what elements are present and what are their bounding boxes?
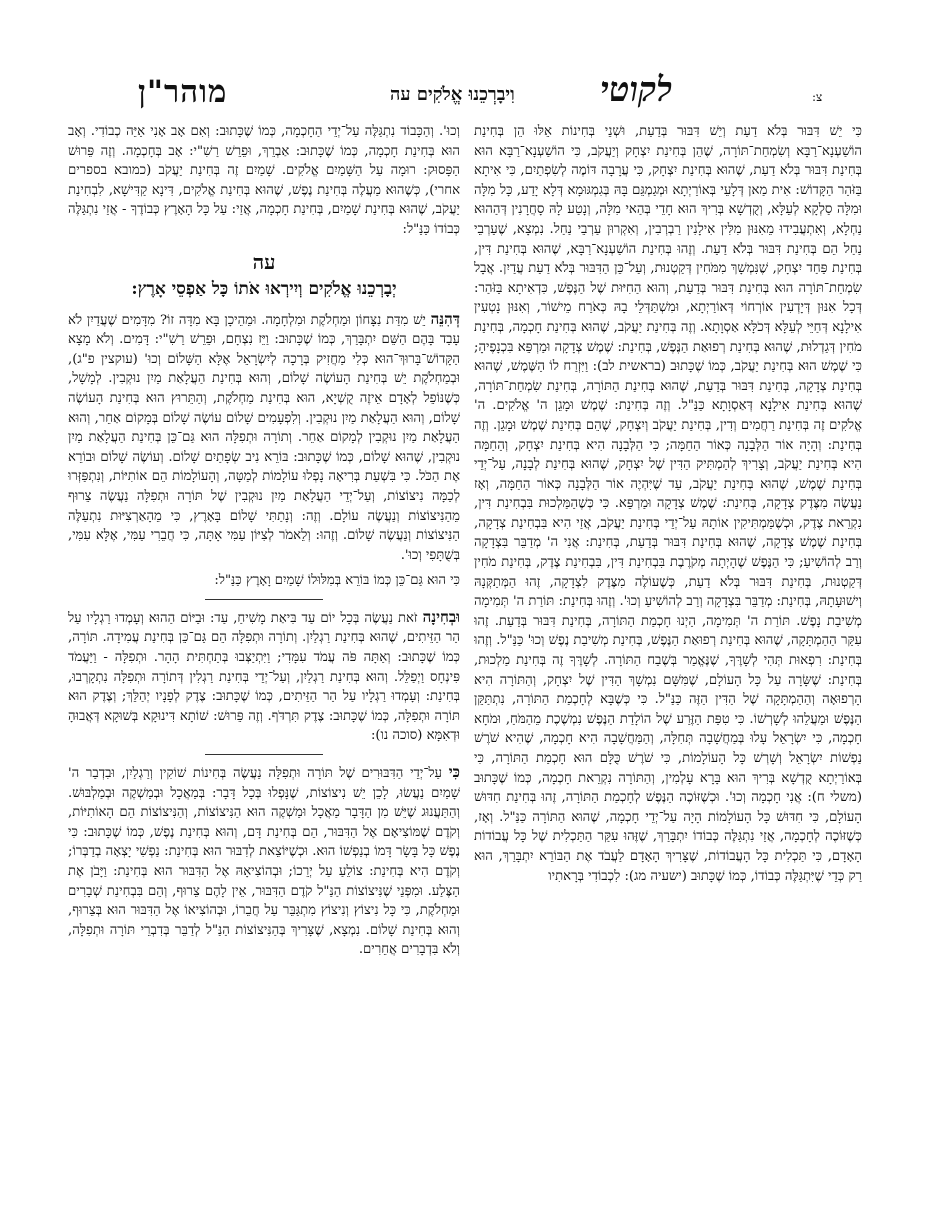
paragraph-lead-word: דְּהִנֵּה (430, 309, 460, 328)
body-paragraph: כִּי יֵשׁ דִּבּוּר בְּלֹא דַעַת וְיֵשׁ דִּבּוּר בְּדַעַת, וּשְׁנֵי בְּחִינוֹת אֵלּוּ הֵן בְּחִינַת הוֹשַׁעְנָא־רַבָּא וְשִׂמְחַת־תּוֹרָה, שֶׁהֵן בְּחִינַת יִצְחָק וְיַעֲקֹב, כִּי הוֹשַׁעְנָא־רַבָּא הוּא בְּחִינַת דִּבּוּר בְּלֹא דַעַת, שֶׁהוּא בְּחִינַת יִצְחָק, כִּי עֲרָבָה דּוֹמֶה לְשִׂפְתַיִם, כִּי אִיתָא בַּזֹּהַר הַקָּדוֹשׁ: אִית מַאן דְּלָעֵי בְּאוֹרַיְתָא וּמְגַמְגֵּם בָּהּ בְּגִמְגּוּמָא דְּלָא יָדַע, כָּל מִלָּה וּמִלָּה סַלְקָא לְעֵלָּא, וְקֻדְשָׁא בְּרִיךְ הוּא חָדֵי בְּהַאי מִלָּה, וְנָטַע לָהּ סָחֲרָנִין דְּהַהוּא נַחְלָא, וְאִתְעֲבִידוּ מֵאִנּוּן מִלִּין אִילָנִין רַבְרְבִין, וְאִקְרוּן עַרְבֵי נַחַל. נִמְצָא, שֶׁעַרְבֵי נַחַל הֵם בְּחִינַת דִּבּוּר בְּלֹא דַעַת. וְזֶהוּ בְּחִינַת הוֹשַׁעְנָא־רַבָּא, שֶׁהוּא בְּחִינַת דִּין, בְּחִינַת פַּחַד יִצְחָק, שֶׁנִּמְשָׁךְ מִמֹּחִין דְּקַטְנוּת, וְעַל־כֵּן הַדִּבּוּר בְּלֹא דַעַת עֲדַיִן. אֲבָל שִׂמְחַת־תּוֹרָה הוּא בְּחִינַת דִּבּוּר בְּדַעַת, וְהוּא הַחִיּוּת שֶׁל הַנֶּפֶשׁ, כִּדְאִיתָא בַּזֹּהַר: דְּכָל אִנּוּן דְּיָדְעִין אוֹרְחוֹי דְּאוֹרַיְתָא, וּמִשְׁתַּדְּלֵי בָהּ כְּאֹרַח מֵישׁוֹר, וְאִנּוּן נָטְעִין אִילָנָא דְּחַיֵּי לְעֵלָּא דְּכֹלָּא אַסְוָתָא. וְזֶה בְּחִינַת יַעֲקֹב, שֶׁהוּא בְּחִינַת חָכְמָה, בְּחִינַת מֹחִין דְּגַדְלוּת, שֶׁהוּא בְּחִינַת רְפוּאַת הַנֶּפֶשׁ, בְּחִינַת: שֶׁמֶשׁ צְדָקָה וּמַרְפֵּא בִּכְנָפֶיהָ; כִּי שֶׁמֶשׁ הוּא בְּחִינַת יַעֲקֹב, כְּמוֹ שֶׁכָּתוּב (בראשית לב): וַיִּזְרַח לוֹ הַשֶּׁמֶשׁ, שֶׁהוּא בְּחִינַת צְדָקָה, בְּחִינַת דִּבּוּר בְּדַעַת, שֶׁהוּא בְּחִינַת הַתּוֹרָה, בְּחִינַת שִׂמְחַת־תּוֹרָה, שֶׁהוּא בְּחִינַת אִילָנָא דְּאַסְוָתָא כַּנַּ"ל. וְזֶה בְּחִינַת: שֶׁמֶשׁ וּמָגֵן ה' אֱלֹקִים. ה' אֱלֹקִים זֶה בְּחִינַת רַחֲמִים וְדִין, בְּחִינַת יַעֲקֹב וְיִצְחָק, שֶׁהֵם בְּחִינַת שֶׁמֶשׁ וּמָגֵן. וְזֶה בְּחִינַת: וְהָיָה אוֹר הַלְּבָנָה כְּאוֹר הַחַמָּה; כִּי הַלְּבָנָה הִיא בְּחִינַת יִצְחָק, וְהַחַמָּה הִיא בְּחִינַת יַעֲקֹב, וְצָרִיךְ לְהַמְתִּיק הַדִּין שֶׁל יִצְחָק, שֶׁהוּא בְּחִינַת לְבָנָה, עַל־יְדֵי בְּחִינַת שֶׁמֶשׁ, שֶׁהוּא בְּחִינַת יַעֲקֹב, עַד שֶׁיִּהְיֶה אוֹר הַלְּבָנָה כְּאוֹר הַחַמָּה, וְאָז נַעֲשֶׂה מִצֶּדֶק צְדָקָה, בְּחִינַת: שֶׁמֶשׁ צְדָקָה וּמַרְפֵּא. כִּי כְּשֶׁהַמַּלְכוּת בִּבְחִינַת דִּין, נִקְרֵאת צֶדֶק, וּכְשֶׁמַּמְתִּיקִין אוֹתָהּ עַל־יְדֵי בְּחִינַת יַעֲקֹב, אֲזַי הִיא בִּבְחִינַת צְדָקָה, בְּחִינַת שֶׁמֶשׁ צְדָקָה, שֶׁהוּא בְּחִינַת דִּבּוּר בְּדַעַת, בְּחִינַת: אֲנִי ה' מְדַבֵּר בִּצְדָקָה וְרַב לְהוֹשִׁיעַ; כִּי הַנֶּפֶשׁ שֶׁהָיְתָה מְקֹרֶבֶת בִּבְחִינַת דִּין, בִּבְחִינַת צֶדֶק, בְּחִינַת מֹחִין דְּקַטְנוּת, בְּחִינַת דִּבּוּר בְּלֹא דַעַת, כְּשֶׁעוֹלֶה מִצֶּדֶק לִצְדָקָה, זֶהוּ הַמְּתַקְּנָהּ וְישׁוּעָתָהּ, בְּחִינַת: מְדַבֵּר בִּצְדָקָה וְרַב לְהוֹשִׁיעַ וְכוּ'. וְזֶהוּ בְּחִינַת: תּוֹרַת ה' תְּמִימָה מְשִׁיבַת נָפֶשׁ. תּוֹרַת ה' תְּמִימָה, הַיְנוּ חָכְמַת הַתּוֹרָה, בְּחִינַת דִּבּוּר בְּדַעַת. זֶהוּ עִקַּר הַהַמְתָּקָה, שֶׁהוּא בְּחִינַת רְפוּאַת הַנֶּפֶשׁ, בְּחִינַת מְשִׁיבַת נֶפֶשׁ וְכוּ' כַּנַּ"ל. וְזֶהוּ בְּחִינַת: רִפְאוּת תְּהִי לְשָׁרֶּךָ, שֶׁנֶּאֱמַר בְּשֶׁבַח הַתּוֹרָה. לְשָׁרֶּךָ זֶה בְּחִינַת מַלְכוּת, בְּחִינַת: שֶׁשָּׂרָה עַל כָּל הָעוֹלָם, שֶׁמִּשָּׁם נִמְשָׁךְ הַדִּין שֶׁל יִצְחָק, וְהַתּוֹרָה הִיא הָרְפוּאָה וְהַהַמְתָּקָה שֶׁל הַדִּין הַזֶּה כַּנַּ"ל. כִּי כְּשֶׁבָּא לְחָכְמַת הַתּוֹרָה, נִתְתַּקֵּן הַנֶּפֶשׁ וּמַעֲלֵהוּ לְשָׁרְשׁוֹ. כִּי טִפַּת הַזֶּרַע שֶׁל הוֹלָדַת הַנֶּפֶשׁ נִמְשֶׁכֶת מֵהַמֹּחַ, וּמֹחָא חָכְמָה, כִּי יִשְׂרָאֵל עָלוּ בְּמַחֲשָׁבָה תְּחִלָּה, וְהַמַּחֲשָׁבָה הִיא חָכְמָה, שֶׁהִיא שֹׁרֶשׁ נַפְשׁוֹת יִשְׂרָאֵל וְשָׁרְשׁ כָּל הָעוֹלָמוֹת, כִּי שֹׁרֶשׁ כֻּלָּם הוּא חָכְמַת הַתּוֹרָה, כִּי בְּאוֹרַיְתָא קֻדְשָׁא בְּרִיךְ הוּא בָּרָא עָלְמִין, וְהַתּוֹרָה נִקְרֵאת חָכְמָה, כְּמוֹ שֶׁכָּתוּב (משלי ח): אֲנִי חָכְמָה וְכוּ'. וּכְשֶׁזּוֹכֶה הַנֶּפֶשׁ לְחָכְמַת הַתּוֹרָה, זֶהוּ בְּחִינַת חִדּוּשׁ הָעוֹלָם, כִּי חִדּוּשׁ כָּל הָעוֹלָמוֹת הָיָה עַל־יְדֵי חָכְמָה, שֶׁהוּא הַתּוֹרָה כַּנַּ"ל. וְאָז, כְּשֶׁזּוֹכֶה לְחָכְמָה, אֲזַי נִתְגַּלֶּה כְּבוֹדוֹ יִתְבָּרַךְ, שֶׁזֶּהוּ עִקַּר הַתַּכְלִית שֶׁל כָּל עֲבוֹדוֹת הָאָדָם, כִּי תַּכְלִית כָּל הָעֲבוֹדוֹת, שֶׁצָּרִיךְ הָאָדָם לַעֲבֹד אֶת הַבּוֹרֵא יִתְבָּרַךְ, הוּא רַק כְּדֵי שֶׁיִּתְגַּלֶּה כְּבוֹדוֹ, כְּמוֹ שֶׁכָּתוּב (ישעיה מג): לִכְבוֹדִי בְּרָאתִיו (474, 124, 862, 884)
running-title-left: מוהר"ן (138, 74, 228, 110)
body-paragraph (68, 608, 460, 746)
paragraph-lead-word: כִּי (448, 763, 460, 782)
section-verse: יְבָרְכֵנוּ אֱלֹקִים וְיִירְאוּ אֹתוֹ כָּל אַפְסֵי אָרֶץ: (131, 278, 397, 299)
paragraph-text: עַל־יְדֵי הַדִּבּוּרִים שֶׁל תּוֹרָה וּתְפִלָּה נַעֲשֶׂה בְּחִינוֹת שׁוֹקִין וְרַגְלַיִן, וּבִדְבַר ה' שָׁמַיִם נַעֲשׂוּ, לָכֵן יֵשׁ נִיצוֹצוֹת, שֶׁנָּפְלוּ בְּכָל דָּבָר: בְּמַאֲכָל וּבְמַשְׁקֶה וּבְמַלְבּוּשׁ. וְהַתַּעֲנוּג שֶׁיֵּשׁ מִן הַדָּבָר מַאֲכָל וּמַשְׁקֶה הוּא הַנִּיצוֹצוֹת, וְהַנִּיצוֹצוֹת הֵם הָאוֹתִיּוֹת, וְקֹדֶם שֶׁמּוֹצִיאָם אֶל הַדִּבּוּר, הֵם בְּחִינַת דָּם, וְהוּא בְּחִינַת נֶפֶשׁ, כְּמוֹ שֶׁכָּתוּב: כִּי נֶפֶשׁ כָּל בָּשָׂר דָּמוֹ בְנַפְשׁוֹ הוּא. וּכְשֶׁיּוֹצֵאת לְדִבּוּר הוּא בְּחִינַת: נַפְשִׁי יָצְאָה בְדַבְּרוֹ; וְקֹדֶם הִיא בְּחִינַת: צוֹלֵעַ עַל יְרֵכוֹ; וּבְהוֹצִיאָהּ אֶל הַדִּבּוּר הוּא בְּחִינַת: וַיָּבֹן אֶת הַצֶּלַע. וּמִפְּנֵי שֶׁנִּיצוֹצוֹת הַנַּ"ל קֹדֶם הַדִּבּוּר, אֵין לָהֶם צֵרוּף, וְהֵם בִּבְחִינַת שְׁבָרִים וּמַחְלֹקֶת, כִּי כָּל נִיצוֹץ וְנִיצוֹץ מִתְגַּבֵּר עַל חֲבֵרוֹ, וּבְהוֹצִיאוֹ אֶל הַדִּבּוּר הוּא בְּצֵרוּף, וְהוּא בְּחִינַת שָׁלוֹם. נִמְצָא, שֶׁצָּרִיךְ בְּהַנִּיצוֹצוֹת הַנַּ"ל לְדַבֵּר בְּדִבְרֵי תּוֹרָה וּתְפִלָּה, וְלֹא בִּדְבָרִים אֲחֵרִים. (68, 766, 460, 958)
body-paragraph (68, 763, 460, 960)
body-paragraph: כִּי הוּא גַּם־כֵּן כְּמוֹ בּוֹרֵא בְּמִלּוּלוֹ שָׁמַיִם וָאָרֶץ כַּנַּ"ל: (214, 573, 460, 589)
section-divider (205, 599, 323, 600)
body-paragraph (68, 310, 460, 566)
paragraph-lead-word: וּבְחִינָה (422, 607, 460, 626)
section-number: עה (252, 249, 276, 274)
right-text-column (474, 122, 862, 1182)
running-title-center: וִיבָרְכֵנוּ אֱלֹקִים עה (390, 84, 515, 105)
page-header (0, 0, 926, 110)
left-text-column (68, 122, 460, 1182)
section-divider (205, 754, 323, 755)
page-folio: צ: (812, 90, 823, 104)
running-title-right: לקוטי (600, 70, 673, 110)
paragraph-text: זֹאת נַעֲשֶׂה בְּכָל יוֹם עַד בִּיאַת מָשִׁיחַ, עַד: וּבַיּוֹם הַהוּא וְעָמְדוּ רַגְלָיו עַל הַר הַזֵּיתִים, שֶׁהוּא בְּחִינַת רַגְלַיִן. וְתוֹרָה וּתְפִלָּה הֵם גַּם־כֵּן בְּחִינַת עֲמִידָה. תּוֹרָה, כְּמוֹ שֶׁכָּתוּב: וְאַתָּה פֹּה עֲמֹד עִמָּדִי; וַיִּתְיַצְּבוּ בְּתַחְתִּית הָהָר. וּתְפִלָּה - וַיַּעֲמֹד פִּינְחָס וַיְפַלֵּל. וְהוּא בְּחִינַת רַגְלַיִן, וְעַל־יְדֵי בְּחִינַת רַגְלִין דְּתוֹרָה וּתְפִלָּה נִתְקָרְבוּ, בְּחִינַת: וְעָמְדוּ רַגְלָיו עַל הַר הַזֵּיתִים, כְּמוֹ שֶׁכָּתוּב: צֶדֶק לְפָנָיו יְהַלֵּךְ; וְצֶדֶק הוּא תּוֹרָה וּתְפִלָּה, כְּמוֹ שֶׁכָּתוּב: צֶדֶק תִּרְדֹּף. וְזֶה פֵּרוּשׁ: שׁוֹתָא דִּינוּקָא בְּשׁוּקָא דְּאֲבוּהָ וּדְאִמָּא (סוכה נו): (68, 610, 460, 744)
continued-paragraph: וְכוּ'. וְהַכָּבוֹד נִתְגַּלֶּה עַל־יְדֵי הַחָכְמָה, כְּמוֹ שֶׁכָּתוּב: וְאִם אָב אָנִי אַיֵּה כְבוֹדִי. וְאָב הוּא בְּחִינַת חָכְמָה, כְּמוֹ שֶׁכָּתוּב: אַבְרֵךְ, וּפֵרֵשׁ רַשִׁ"י: אָב בְּחָכְמָה. וְזֶה פֵּרוּשׁ הַפָּסוּק: רוּמָה עַל הַשָּׁמַיִם אֱלֹקִים. שָׁמַיִם זֶה בְּחִינַת יַעֲקֹב (כמובא בספרים אחרי), כְּשֶׁהוּא מַעֲלֶה בְּחִינַת נֶפֶשׁ, שֶׁהוּא בְּחִינַת אֱלֹקִים, דִּינָא קַדִּישָׁא, לִבְחִינַת יַעֲקֹב, שֶׁהוּא בְּחִינַת שָׁמַיִם, בְּחִינַת חָכְמָה, אֲזַי: עַל כָּל הָאָרֶץ כְּבוֹדֶךָ - אֲזַי נִתְגַּלֶּה כְּבוֹדוֹ כַּנַּ"ל: (68, 124, 460, 237)
paragraph-text: יֵשׁ מִדַּת נִצָּחוֹן וּמַחְלֹקֶת וּמִלְחָמָה. וּמֵהֵיכָן בָּא מִדָּה זוֹ? מִדָּמִים שֶׁעֲדַיִן לֹא עָבַד בָּהֶם הַשֵּׁם יִתְבָּרַךְ, כְּמוֹ שֶׁכָּתוּב: וַיֵּז נִצְחָם, וּפֵרֵשׁ רַשִׁ"י: דָּמִים. וְלֹא מָצָא הַקָּדוֹשׁ־בָּרוּךְ־הוּא כְּלִי מַחֲזִיק בְּרָכָה לְיִשְׂרָאֵל אֶלָּא הַשָּׁלוֹם וְכוּ' (עוקצין פ"ג), וּבְמַחְלֹקֶת יֵשׁ בְּחִינַת הָעוֹשֶׂה שָׁלוֹם, וְהוּא בְּחִינַת הַעֲלָאַת מַיִן נוּקְבִין. לְמָשָׁל, כְּשֶׁנּוֹפֵל לְאָדָם אֵיזֶה קֻשְׁיָא, הוּא בְּחִינַת מַחְלֹקֶת, וְהַתֵּרוּץ הוּא בְּחִינַת הָעוֹשֶׂה שָׁלוֹם, וְהוּא הַעֲלָאַת מַיִן נוּקְבִין. וְלִפְעָמִים שָׁלוֹם עוֹשֶׂה שָׁלוֹם בְּמָקוֹם אַחֵר, וְהוּא הַעֲלָאַת מַיִן נוּקְבִין לְמָקוֹם אַחֵר. וְתוֹרָה וּתְפִלָּה הוּא גַּם־כֵּן בְּחִינַת הַעֲלָאַת מַיִן נוּקְבִין, שֶׁהוּא שָׁלוֹם, כְּמוֹ שֶׁכָּתוּב: בּוֹרֵא נִיב שְׂפָתַיִם שָׁלוֹם. וְעוֹשֶׂה שָׁלוֹם וּבוֹרֵא אֶת הַכֹּל. כִּי בִּשְׁעַת בְּרִיאָה נָפְלוּ עוֹלָמוֹת לְמַטָּה, וְהָעוֹלָמוֹת הֵם אוֹתִיּוֹת, וְנִתְפַּזְּרוּ לְכַמָּה נִיצוֹצוֹת, וְעַל־יְדֵי הַעֲלָאַת מַיִן נוּקְבִין שֶׁל תּוֹרָה וּתְפִלָּה נַעֲשֶׂה צֵרוּף מֵהַנִּיצוֹצוֹת וְנַעֲשֶׂה עוֹלָם. וְזֶה: וְנָתַתִּי שָׁלוֹם בָּאָרֶץ, כִּי מֵהָאַרְצִיּוּת נִתְעַלֶּה הַנִּיצוֹצוֹת וְנַעֲשֶׂה שָׁלוֹם. וְזֶהוּ: וְלֵאמֹר לְצִיּוֹן עַמִּי אָתָּה, כִּי חֲבֵרִי עַמִּי, אֶלָּא עִמִּי, בְּשֻׁתָּפִי וְכוּ'. (68, 312, 460, 563)
